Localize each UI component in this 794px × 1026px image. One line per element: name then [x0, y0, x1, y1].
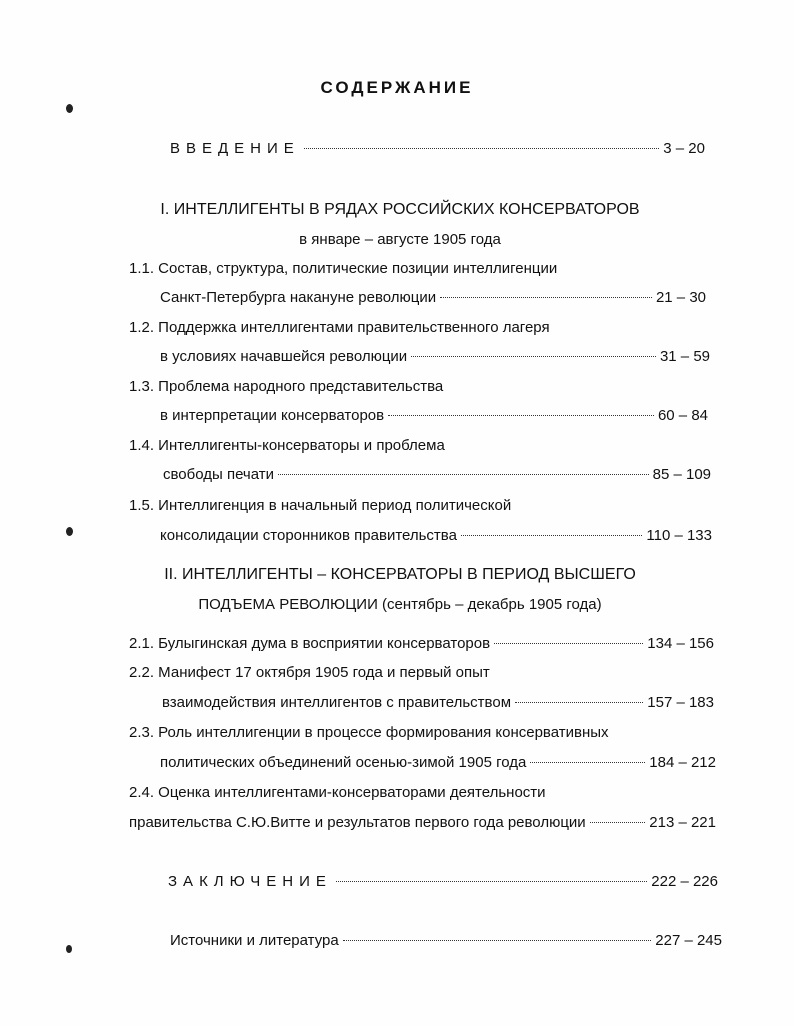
section-1-5-pages: 110 – 133 [646, 527, 712, 544]
section-1-4-title: 1.4. Интеллигенты-консерваторы и проблема [129, 437, 445, 454]
toc-entry-2-1[interactable] [129, 635, 714, 652]
section-2-3-pages: 184 – 212 [649, 754, 716, 771]
scan-speck [66, 104, 73, 113]
toc-entry-2-4[interactable] [129, 814, 716, 831]
dot-leader [590, 821, 646, 823]
section-1-1-cont: Санкт-Петербурга накануне революции [160, 289, 437, 306]
dot-leader [515, 701, 643, 703]
dot-leader [530, 761, 645, 763]
conclusion-label: ЗАКЛЮЧЕНИЕ [168, 873, 332, 890]
section-2-1-pages: 134 – 156 [647, 635, 714, 652]
section-1-5-title: 1.5. Интеллигенция в начальный период политической [129, 497, 512, 514]
chapter2-subtitle: ПОДЪЕМА РЕВОЛЮЦИИ (сентябрь – декабрь 1905 года) [198, 596, 602, 613]
section-2-4-pages: 213 – 221 [649, 814, 716, 831]
dot-leader [411, 355, 656, 357]
chapter1-title: I. ИНТЕЛЛИГЕНТЫ В РЯДАХ РОССИЙСКИХ КОНСЕРВАТОРОВ [160, 201, 640, 218]
chapter2-title: II. ИНТЕЛЛИГЕНТЫ – КОНСЕРВАТОРЫ В ПЕРИОД ВЫСШЕГО [164, 566, 636, 583]
dot-leader [461, 534, 642, 536]
section-2-2-title: 2.2. Манифест 17 октября 1905 года и первый опыт [129, 664, 490, 681]
dot-leader [304, 147, 659, 149]
dot-leader [388, 414, 654, 416]
dot-leader [278, 473, 649, 475]
section-1-1-title: 1.1. Состав, структура, политические позиции интеллигенции [129, 260, 558, 277]
section-1-5-cont: консолидации сторонников правительства [160, 527, 457, 544]
section-1-1-pages: 21 – 30 [655, 289, 706, 306]
section-1-3-pages: 60 – 84 [657, 407, 708, 424]
section-1-2-cont: в условиях начавшейся революции [160, 348, 408, 365]
toc-heading: СОДЕРЖАНИЕ [320, 78, 474, 97]
section-1-2-pages: 31 – 59 [659, 348, 710, 365]
section-2-2-cont: взаимодействия интеллигентов с правительством [162, 694, 512, 711]
section-1-4-cont: свободы печати [163, 466, 274, 483]
toc-entry-sources[interactable] [170, 932, 722, 949]
sources-pages: 227 – 245 [655, 932, 722, 949]
toc-entry-1-2[interactable] [160, 348, 710, 365]
toc-entry-1-5[interactable] [160, 527, 712, 544]
dot-leader [440, 296, 652, 298]
toc-entry-1-1[interactable] [160, 289, 706, 306]
section-2-3-cont: политических объединений осенью-зимой 1905 года [160, 754, 527, 771]
scan-speck [66, 945, 72, 953]
section-1-3-cont: в интерпретации консерваторов [160, 407, 385, 424]
section-1-3-title: 1.3. Проблема народного представительства [129, 378, 444, 395]
section-1-4-pages: 85 – 109 [652, 466, 711, 483]
chapter1-subtitle: в январе – августе 1905 года [299, 231, 501, 248]
toc-entry-1-4[interactable] [163, 466, 711, 483]
section-1-2-title: 1.2. Поддержка интеллигентами правительственного лагеря [129, 319, 550, 336]
dot-leader [343, 939, 652, 941]
section-2-4-title: 2.4. Оценка интеллигентами-консерваторами деятельности [129, 784, 546, 801]
toc-entry-2-3[interactable] [160, 754, 716, 771]
sources-label: Источники и литература [170, 932, 339, 949]
section-2-2-pages: 157 – 183 [647, 694, 714, 711]
dot-leader [494, 642, 643, 644]
intro-label: ВВЕДЕНИЕ [170, 140, 300, 157]
section-2-4-cont: правительства С.Ю.Витте и результатов первого года революции [129, 814, 586, 831]
toc-entry-2-2[interactable] [162, 694, 714, 711]
toc-entry-conclusion[interactable] [168, 873, 718, 890]
scan-speck [66, 527, 73, 536]
intro-pages: 3 – 20 [663, 140, 705, 157]
conclusion-pages: 222 – 226 [651, 873, 718, 890]
toc-entry-1-3[interactable] [160, 407, 708, 424]
section-2-3-title: 2.3. Роль интеллигенции в процессе формирования консервативных [129, 724, 609, 741]
toc-entry-intro[interactable] [170, 140, 705, 157]
dot-leader [336, 880, 647, 882]
section-2-1-title: 2.1. Булыгинская дума в восприятии консерваторов [129, 635, 491, 652]
